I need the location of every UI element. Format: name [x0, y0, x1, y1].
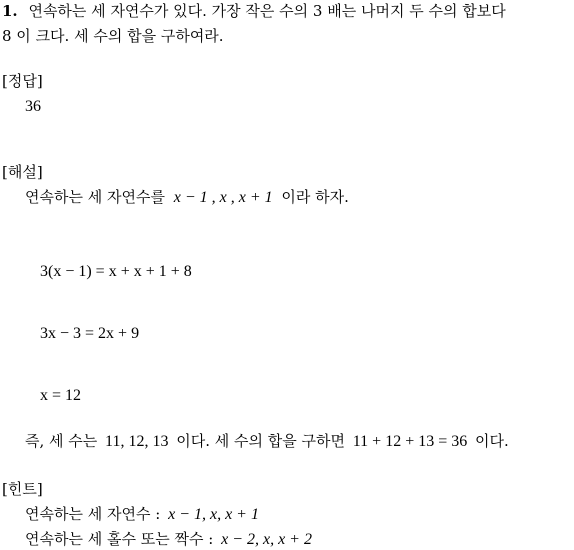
- problem-line-1: [2, 2, 506, 21]
- conclusion-text-b: 이다. 세 수의 합을 구하면: [176, 432, 345, 450]
- problem-line-2: 8 이 크다. 세 수의 합을 구하여라.: [2, 27, 224, 45]
- answer-heading: [정답]: [2, 72, 43, 90]
- hint-line-1: [25, 505, 259, 525]
- hint-line-1-text: 연속하는 세 자연수 :: [25, 505, 161, 523]
- equation-1: 3(x − 1) = x + x + 1 + 8: [40, 263, 192, 280]
- hint-line-2-math: x − 2, x, x + 2: [221, 531, 312, 548]
- hint-heading: [힌트]: [2, 480, 43, 498]
- answer-value: 36: [25, 98, 41, 115]
- solution-intro-suffix: 이라 하자.: [281, 188, 349, 206]
- hint-line-2-text: 연속하는 세 홀수 또는 짝수 :: [25, 530, 214, 548]
- conclusion-text-c: 이다.: [475, 432, 509, 450]
- hint-line-1-math: x − 1, x, x + 1: [168, 506, 259, 523]
- problem-text-1: 연속하는 세 자연수가 있다. 가장 작은 수의 3 배는 나머지 두 수의 합보다: [28, 2, 506, 20]
- equation-2: 3x − 3 = 2x + 9: [40, 325, 140, 342]
- solution-heading: [해설]: [2, 163, 43, 181]
- solution-conclusion: [25, 432, 509, 452]
- solution-intro: [25, 188, 349, 208]
- solution-intro-text: 연속하는 세 자연수를: [25, 188, 165, 206]
- conclusion-text-a: 즉, 세 수는: [25, 432, 98, 450]
- conclusion-sum: 11 + 12 + 13 = 36: [352, 433, 468, 450]
- equation-3: x = 12: [40, 387, 82, 404]
- problem-number: 1.: [2, 2, 18, 20]
- solution-intro-math: x − 1 , x , x + 1: [173, 189, 273, 206]
- conclusion-numbers: 11, 12, 13: [105, 433, 169, 450]
- hint-line-2: [25, 530, 312, 550]
